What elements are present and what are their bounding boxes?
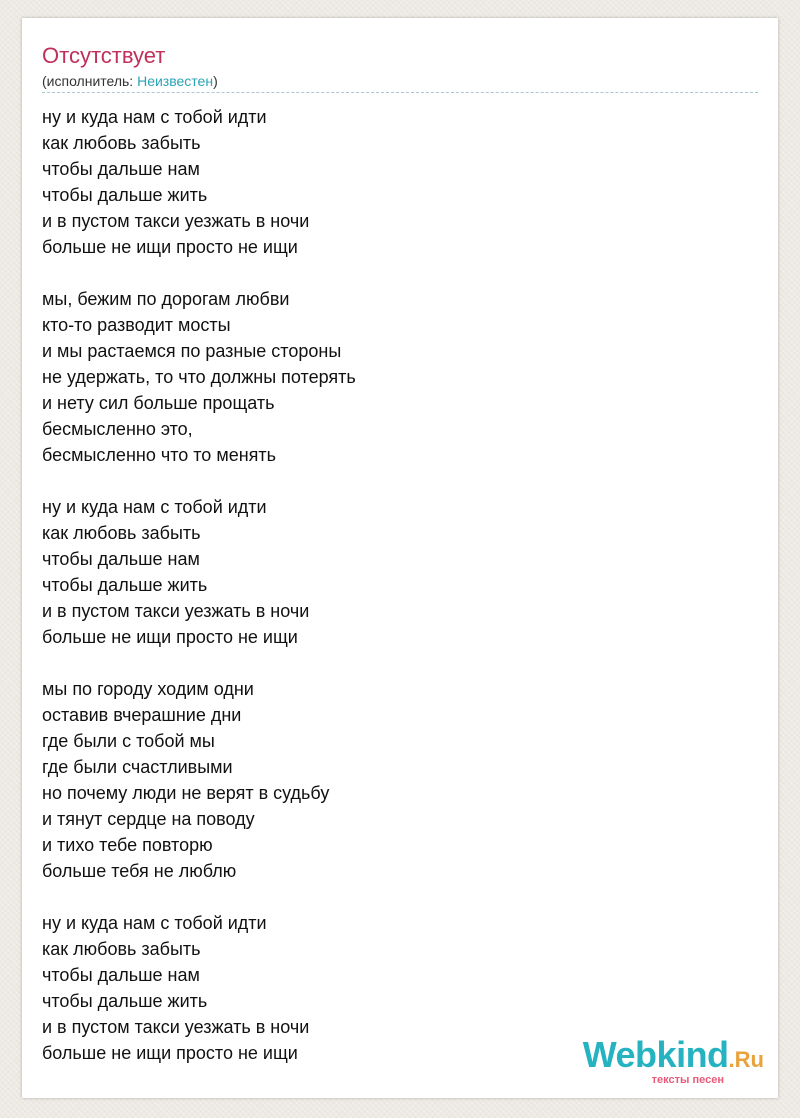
lyric-line: ну и куда нам с тобой идти [42, 497, 267, 517]
song-title: Отсутствует [42, 43, 166, 68]
logo-tld: .Ru [728, 1047, 764, 1072]
title-divider [42, 92, 758, 93]
logo-tagline: тексты песен [651, 1074, 724, 1086]
lyrics-sheet [22, 18, 778, 1098]
logo-word: Webkind [582, 1034, 729, 1075]
lyric-line: мы по городу ходим одни [42, 679, 254, 699]
lyric-line: и в пустом такси уезжать в ночи [42, 601, 310, 621]
lyric-line: больше тебя не люблю [42, 861, 237, 881]
lyric-line: как любовь забыть [42, 133, 201, 153]
lyric-line: и тихо тебе повторю [42, 835, 213, 855]
stanza-break [42, 650, 356, 676]
stanza-break [42, 884, 356, 910]
lyric-line: чтобы дальше нам [42, 159, 200, 179]
lyric-line: но почему люди не верят в судьбу [42, 783, 330, 803]
lyric-line: и в пустом такси уезжать в ночи [42, 211, 310, 231]
lyrics-text [42, 104, 356, 1066]
lyric-line: бесмысленно что то менять [42, 445, 277, 465]
lyric-line: где были с тобой мы [42, 731, 215, 751]
lyric-line: и мы растаемся по разные стороны [42, 341, 342, 361]
lyric-line: и в пустом такси уезжать в ночи [42, 1017, 310, 1037]
lyric-line: как любовь забыть [42, 939, 201, 959]
artist-link[interactable]: Неизвестен [137, 73, 214, 89]
lyric-line: и нету сил больше прощать [42, 393, 275, 413]
artist-suffix: ) [213, 73, 218, 89]
lyric-line: кто-то разводит мосты [42, 315, 231, 335]
lyric-line: чтобы дальше нам [42, 549, 200, 569]
lyric-line: не удержать, то что должны потерять [42, 367, 356, 387]
lyric-line: мы, бежим по дорогам любви [42, 289, 290, 309]
lyric-line: ну и куда нам с тобой идти [42, 107, 267, 127]
lyric-line: чтобы дальше жить [42, 991, 208, 1011]
lyric-line: как любовь забыть [42, 523, 201, 543]
stanza-break [42, 260, 356, 286]
lyric-line: чтобы дальше нам [42, 965, 200, 985]
lyric-line: чтобы дальше жить [42, 185, 208, 205]
artist-line [42, 72, 218, 90]
lyric-line: больше не ищи просто не ищи [42, 237, 298, 257]
stanza-break [42, 468, 356, 494]
lyric-line: больше не ищи просто не ищи [42, 627, 298, 647]
lyric-line: оставив вчерашние дни [42, 705, 242, 725]
webkind-logo[interactable] [570, 1032, 770, 1092]
lyric-line: бесмысленно это, [42, 419, 193, 439]
lyric-line: где были счастливыми [42, 757, 233, 777]
lyric-line: и тянут сердце на поводу [42, 809, 255, 829]
lyric-line: больше не ищи просто не ищи [42, 1043, 298, 1063]
artist-prefix: (исполнитель: [42, 73, 138, 89]
lyric-line: ну и куда нам с тобой идти [42, 913, 267, 933]
lyric-line: чтобы дальше жить [42, 575, 208, 595]
